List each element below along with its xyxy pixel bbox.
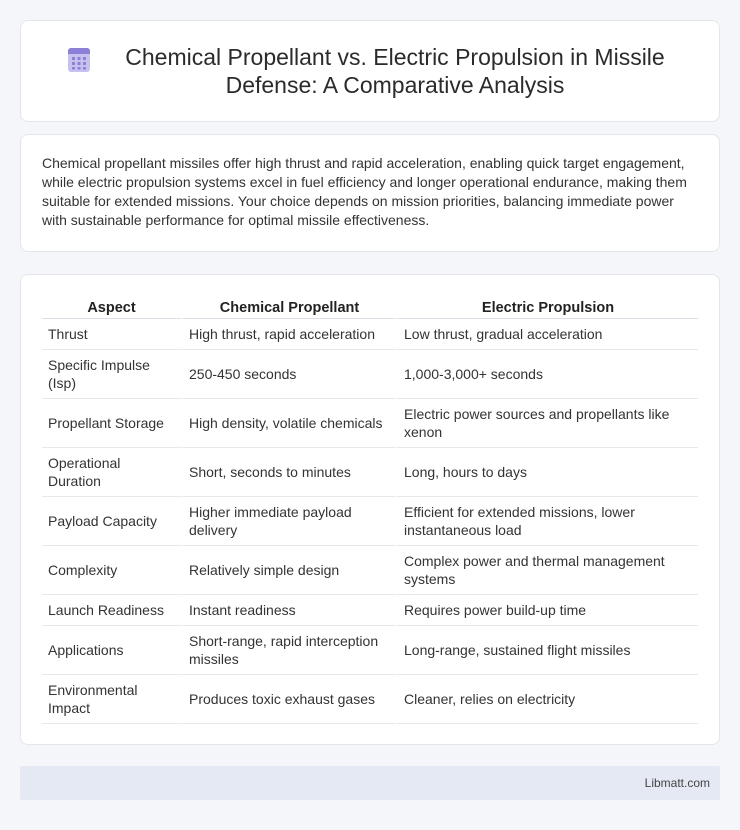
table-cell-chemical: 250-450 seconds xyxy=(181,350,396,399)
table-row xyxy=(42,399,698,448)
table-cell-aspect: Applications xyxy=(42,626,181,675)
table-cell-chemical: Instant readiness xyxy=(181,595,396,626)
table-cell-electric: Long-range, sustained flight missiles xyxy=(396,626,698,675)
table-cell-electric: Long, hours to days xyxy=(396,448,698,497)
summary-card xyxy=(20,134,720,252)
table-row xyxy=(42,595,698,626)
table-cell-aspect: Thrust xyxy=(42,319,181,350)
table-row xyxy=(42,350,698,399)
table-cell-aspect: Operational Duration xyxy=(42,448,181,497)
table-cell-aspect: Complexity xyxy=(42,546,181,595)
table-cell-chemical: High density, volatile chemicals xyxy=(181,399,396,448)
comparison-table xyxy=(42,295,698,724)
table-row xyxy=(42,319,698,350)
table-cell-chemical: Short-range, rapid interception missiles xyxy=(181,626,396,675)
comparison-table-card xyxy=(20,274,720,745)
table-header-row xyxy=(42,295,698,319)
column-header-aspect: Aspect xyxy=(42,295,181,319)
table-cell-chemical: High thrust, rapid acceleration xyxy=(181,319,396,350)
table-row xyxy=(42,448,698,497)
table-cell-electric: 1,000-3,000+ seconds xyxy=(396,350,698,399)
table-cell-electric: Complex power and thermal management systems xyxy=(396,546,698,595)
table-cell-chemical: Short, seconds to minutes xyxy=(181,448,396,497)
table-cell-electric: Efficient for extended missions, lower instantaneous load xyxy=(396,497,698,546)
calculator-icon xyxy=(67,47,91,73)
title-wrap xyxy=(21,43,719,99)
summary-text: Chemical propellant missiles offer high thrust and rapid acceleration, enabling quick target engagement, while electric propulsion systems excel in fuel efficiency and longer operational endurance, making them suitable for extended missions. Your choice depends on mission priorities, balancing immediate power with sustainable performance for optimal missile effectiveness. xyxy=(42,155,687,228)
table-cell-electric: Cleaner, relies on electricity xyxy=(396,675,698,724)
table-cell-electric: Low thrust, gradual acceleration xyxy=(396,319,698,350)
footer xyxy=(20,766,720,800)
table-cell-chemical: Higher immediate payload delivery xyxy=(181,497,396,546)
table-cell-electric: Electric power sources and propellants like xenon xyxy=(396,399,698,448)
table-row xyxy=(42,626,698,675)
table-cell-electric: Requires power build-up time xyxy=(396,595,698,626)
table-row xyxy=(42,546,698,595)
table-cell-aspect: Environmental Impact xyxy=(42,675,181,724)
column-header-chemical: Chemical Propellant xyxy=(181,295,396,319)
table-cell-chemical: Produces toxic exhaust gases xyxy=(181,675,396,724)
page-title: Chemical Propellant vs. Electric Propulsion in Missile Defense: A Comparative Analysis xyxy=(125,44,665,98)
table-cell-aspect: Propellant Storage xyxy=(42,399,181,448)
title-card xyxy=(20,20,720,122)
table-cell-aspect: Launch Readiness xyxy=(42,595,181,626)
table-cell-aspect: Payload Capacity xyxy=(42,497,181,546)
table-row xyxy=(42,675,698,724)
footer-site-link[interactable]: Libmatt.com xyxy=(644,776,710,790)
table-row xyxy=(42,497,698,546)
table-cell-aspect: Specific Impulse (Isp) xyxy=(42,350,181,399)
table-cell-chemical: Relatively simple design xyxy=(181,546,396,595)
column-header-electric: Electric Propulsion xyxy=(396,295,698,319)
